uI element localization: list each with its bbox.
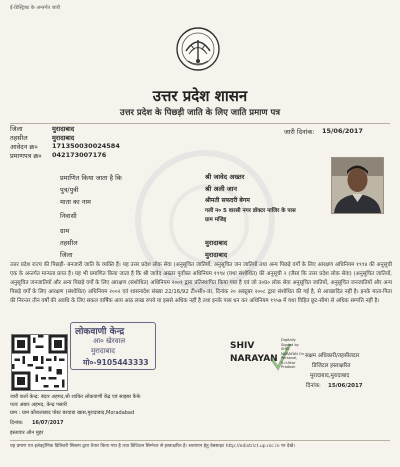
issued-place: पताः अंबार अहमद, केन्द्र पसारी [10,402,67,408]
resident-label: निवासी [60,212,77,220]
stamp-center-name: लोकवाणी केन्द्र [75,327,125,337]
meta-certificate-label: प्रमाणपत्र क्र० [10,152,42,160]
meta-application-value: 171350030024584 [52,142,120,150]
father-label: पुत्र/पुत्री [60,186,79,194]
officer-digital-signed: डिजिटल हस्ताक्षरित [312,363,351,369]
mother-name: श्रीमती सफदरी बेगम [205,197,250,204]
issue-date-value: 15/06/2017 [322,127,363,135]
center-stamp [70,322,156,370]
meta-tehsil-label: तहसील [10,134,28,142]
office-note: इस्तावार ऑन मुहर [10,430,44,436]
field-tehsil-label: तहसील [60,239,78,247]
issued-from: जारी कर्ता केन्द्र: बंदार अहमद,श्री शाकिर लोकवाणी केंद्र एवं साइबर कैफे [10,394,141,400]
issue-date-label: जारी दिनांक: [284,128,315,136]
qr-code [11,334,68,391]
field-district-label: जिला [60,251,73,259]
divider [10,123,390,124]
applicant-photo [331,157,384,214]
meta-district-label: जिला [10,125,23,133]
issued-address: ग्राम : ग्राम कौशलाबाद पोस्ट बरवाडा खास,मुरादाबाद,Moradabad [10,410,135,416]
officer-location: मुरादाबाद,मुरादाबाद [310,373,350,379]
digital-signature-details: Digitally Signed by SHIV NARAYAN On Personal, S=Uttar Pradesh [281,338,304,369]
bottom-divider [10,440,390,441]
certificate-title: उत्तर प्रदेश के पिछड़ी जाति के लिए जाति प्रमाण पत्र [119,108,281,118]
stamp-line-2: आ० खेरवाल [93,337,126,345]
meta-district-value: मुरादाबाद [52,125,75,133]
meta-application-label: आवेदन क्र० [10,143,38,151]
signer-name: SHIV NARAYAN [230,341,278,364]
village-label: ग्राम [60,227,70,235]
officer-title: सक्षम अधिकारी/तहसीलदार [305,353,360,359]
field-district-value: मुरादाबाद [205,251,228,259]
footer-date-label: दिनांक: [10,420,24,426]
meta-certificate-value: 042173007176 [52,151,107,159]
certify-label: प्रमाणित किया जाता है कि [60,174,122,182]
officer-date-value: 15/06/2017 [328,383,363,389]
top-note: ई-डिस्ट्रिक्ट के अन्तर्गत जारी [10,5,61,11]
footer-date-value: 16/07/2017 [32,420,64,426]
stamp-line-3: मुरादाबाद [91,347,115,355]
field-tehsil-value: मुरादाबाद [205,239,228,247]
government-title: उत्तर प्रदेश शासन [152,87,248,105]
verification-note: यह प्रमाण पत्र इलेक्ट्रॉनिक डिलिवरी सिस्टम द्वारा तैयार किया गया है तथा डिजिटल सिग्नेचर से हस्ताक्षरित है। सत्यापन हेतु वेबसाइट http://edistrict.up.nic.in पर देखें। [10,444,295,449]
certificate-body: उत्तर प्रदेश राज्य की पिछड़ी- बनजारी जाति के व्यक्ति हैं। यह उत्तर प्रदेश लोक सेवा (अनुसूचित जातियों, अनुसूचित जन जातियों तथा अन्य पिछड़े वर्गों के लिए आरक्षण अधिनियम १९९४ की अनुसूची एक के अन्तर्गत मान्यता प्राप्त है। यह भी प्रमाणित किया जाता है कि श्री जावेद अख्तर पूर्वोक्त अधिनियम १९९४ (यथा संशोधित) की अनुसूची २ (जैसा कि उत्तर प्रदेश लोक सेवा) (अनुसूचित जातियों, अनुसूचित जनजातियों और अन्य पिछड़े वर्गों के लिए आरक्षण (संशोधित) अधिनियम २००१ द्वारा प्रतिस्थापित किया गया है एवं जो उ०प्र० लोक सेवा अनुसूचित जातियों, अनुसूचित जनजातियों और अन्य पिछड़े वर्गों के लिए आरक्षण (संशोधित) अधिनियम २००२ एवं शासनादेश संख्या 22/16/92 टी०सी०-III, दिनांक २० अक्टूबर २००८ द्वारा संशोधित की गई है, से आच्छादित नहीं है। इनके माता-पिता की निरन्तर तीन वर्षों की अवधि के लिए सकल वार्षिक आय आठ लाख रुपये या इससे अधिक नहीं है तथा इनके पास धन कर अधिनियम १९५७ में यथा विहित छूट-सीमा से अधिक सम्पत्ति नहीं है। [10,262,392,304]
village-name: ग्राम मजिद्द [205,217,227,223]
applicant-name: श्री जावेद अख्तर [205,173,245,181]
resident-address: गली न० 5 वारसी नगर डॉक्टर नाजिर के पास [205,208,296,214]
mother-label: माता का नाम [60,198,91,206]
officer-date-label: दिनांक: [306,383,321,389]
father-name: श्री अली जान [205,185,237,193]
state-emblem-icon [176,27,220,71]
meta-tehsil-value: मुरादाबाद [52,134,75,142]
stamp-phone: मो०-9105443333 [83,358,149,367]
